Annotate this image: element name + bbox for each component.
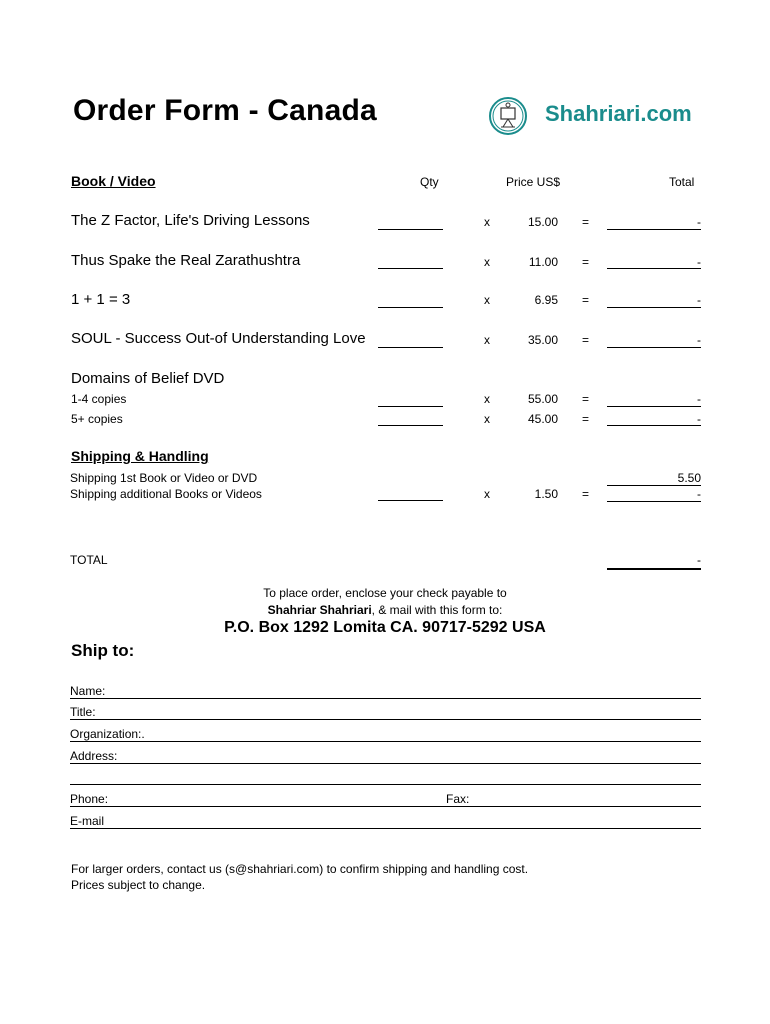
times-symbol: x [484, 392, 490, 406]
column-header-qty: Qty [420, 175, 439, 189]
qty-field[interactable] [378, 406, 443, 407]
total-line [607, 268, 701, 269]
equals-symbol: = [582, 255, 590, 269]
total-line [607, 501, 701, 502]
shipping-first-label: Shipping 1st Book or Video or DVD [70, 471, 258, 485]
total-line [607, 406, 701, 407]
total-line [607, 425, 701, 426]
total-line [607, 307, 701, 308]
qty-field[interactable] [378, 347, 443, 348]
equals-symbol: = [582, 392, 590, 406]
item-price: 1.50 [534, 487, 558, 501]
item-total: - [697, 255, 701, 269]
shipping-first-total: 5.50 [677, 471, 701, 485]
equals-symbol: = [582, 487, 590, 501]
item-price: 35.00 [527, 333, 558, 347]
shipping-additional-label: Shipping additional Books or Videos [70, 487, 262, 501]
qty-field[interactable] [378, 307, 443, 308]
total-line [607, 347, 701, 348]
name-field[interactable] [70, 698, 701, 699]
instructions-line1: To place order, enclose your check payable to [263, 586, 507, 600]
item-total: - [697, 293, 701, 307]
email-field[interactable] [70, 828, 701, 829]
equals-symbol: = [582, 293, 590, 307]
item-label: SOUL - Success Out-of Understanding Love [71, 330, 366, 347]
grand-total-value: - [697, 553, 701, 567]
page-title: Order Form - Canada [73, 94, 377, 127]
organization-field[interactable] [70, 741, 701, 742]
item-total: - [697, 412, 701, 426]
times-symbol: x [484, 487, 490, 501]
times-symbol: x [484, 412, 490, 426]
title-field[interactable] [70, 719, 701, 720]
item-total: - [697, 487, 701, 501]
equals-symbol: = [582, 412, 590, 426]
times-symbol: x [484, 255, 490, 269]
total-line [607, 229, 701, 230]
times-symbol: x [484, 293, 490, 307]
qty-field[interactable] [378, 500, 443, 501]
shipping-heading: Shipping & Handling [71, 448, 209, 464]
item-price: 55.00 [527, 392, 558, 406]
dvd-option-label: 1-4 copies [71, 392, 127, 406]
column-header-price: Price US$ [506, 175, 561, 189]
fax-label: Fax: [446, 792, 470, 806]
item-label: Thus Spake the Real Zarathushtra [71, 252, 301, 269]
item-price: 11.00 [528, 255, 558, 269]
equals-symbol: = [582, 333, 590, 347]
equals-symbol: = [582, 215, 590, 229]
phone-label: Phone: [70, 792, 109, 806]
item-total: - [697, 392, 701, 406]
item-price: 15.00 [527, 215, 558, 229]
item-label: The Z Factor, Life's Driving Lessons [71, 212, 310, 229]
address-label: Address: [70, 749, 118, 763]
presenter-icon [488, 96, 528, 136]
qty-field[interactable] [378, 229, 443, 230]
instructions-line2 [0, 603, 770, 617]
grand-total-line [607, 568, 701, 570]
footer-line2: Prices subject to change. [71, 878, 206, 892]
grand-total-label: TOTAL [70, 553, 108, 567]
address-field-line2[interactable] [70, 784, 701, 785]
item-label: 1 + 1 = 3 [71, 291, 131, 308]
name-label: Name: [70, 684, 106, 698]
dvd-option-label: 5+ copies [71, 412, 123, 426]
column-header-item: Book / Video [71, 173, 156, 189]
times-symbol: x [484, 215, 490, 229]
item-price: 45.00 [527, 412, 558, 426]
item-price: 6.95 [534, 293, 558, 307]
organization-label: Organization:. [70, 727, 145, 741]
title-label: Title: [70, 705, 96, 719]
footer-line1: For larger orders, contact us (s@shahriari.com) to confirm shipping and handling cost. [71, 862, 529, 876]
phone-fax-field[interactable] [70, 806, 701, 807]
brand-name: Shahriari.com [545, 101, 692, 126]
total-line [607, 485, 701, 486]
mailing-address: P.O. Box 1292 Lomita CA. 90717-5292 USA [224, 619, 546, 636]
instructions-line2-rest: , & mail with this form to: [371, 603, 503, 617]
times-symbol: x [484, 333, 490, 347]
dvd-label: Domains of Belief DVD [71, 370, 225, 387]
ship-to-heading: Ship to: [71, 641, 135, 660]
qty-field[interactable] [378, 425, 443, 426]
item-total: - [697, 333, 701, 347]
column-header-total: Total [669, 175, 695, 189]
email-label: E-mail [70, 814, 105, 828]
item-total: - [697, 215, 701, 229]
qty-field[interactable] [378, 268, 443, 269]
payee-name: Shahriar Shahriari [267, 603, 372, 617]
address-field[interactable] [70, 763, 701, 764]
